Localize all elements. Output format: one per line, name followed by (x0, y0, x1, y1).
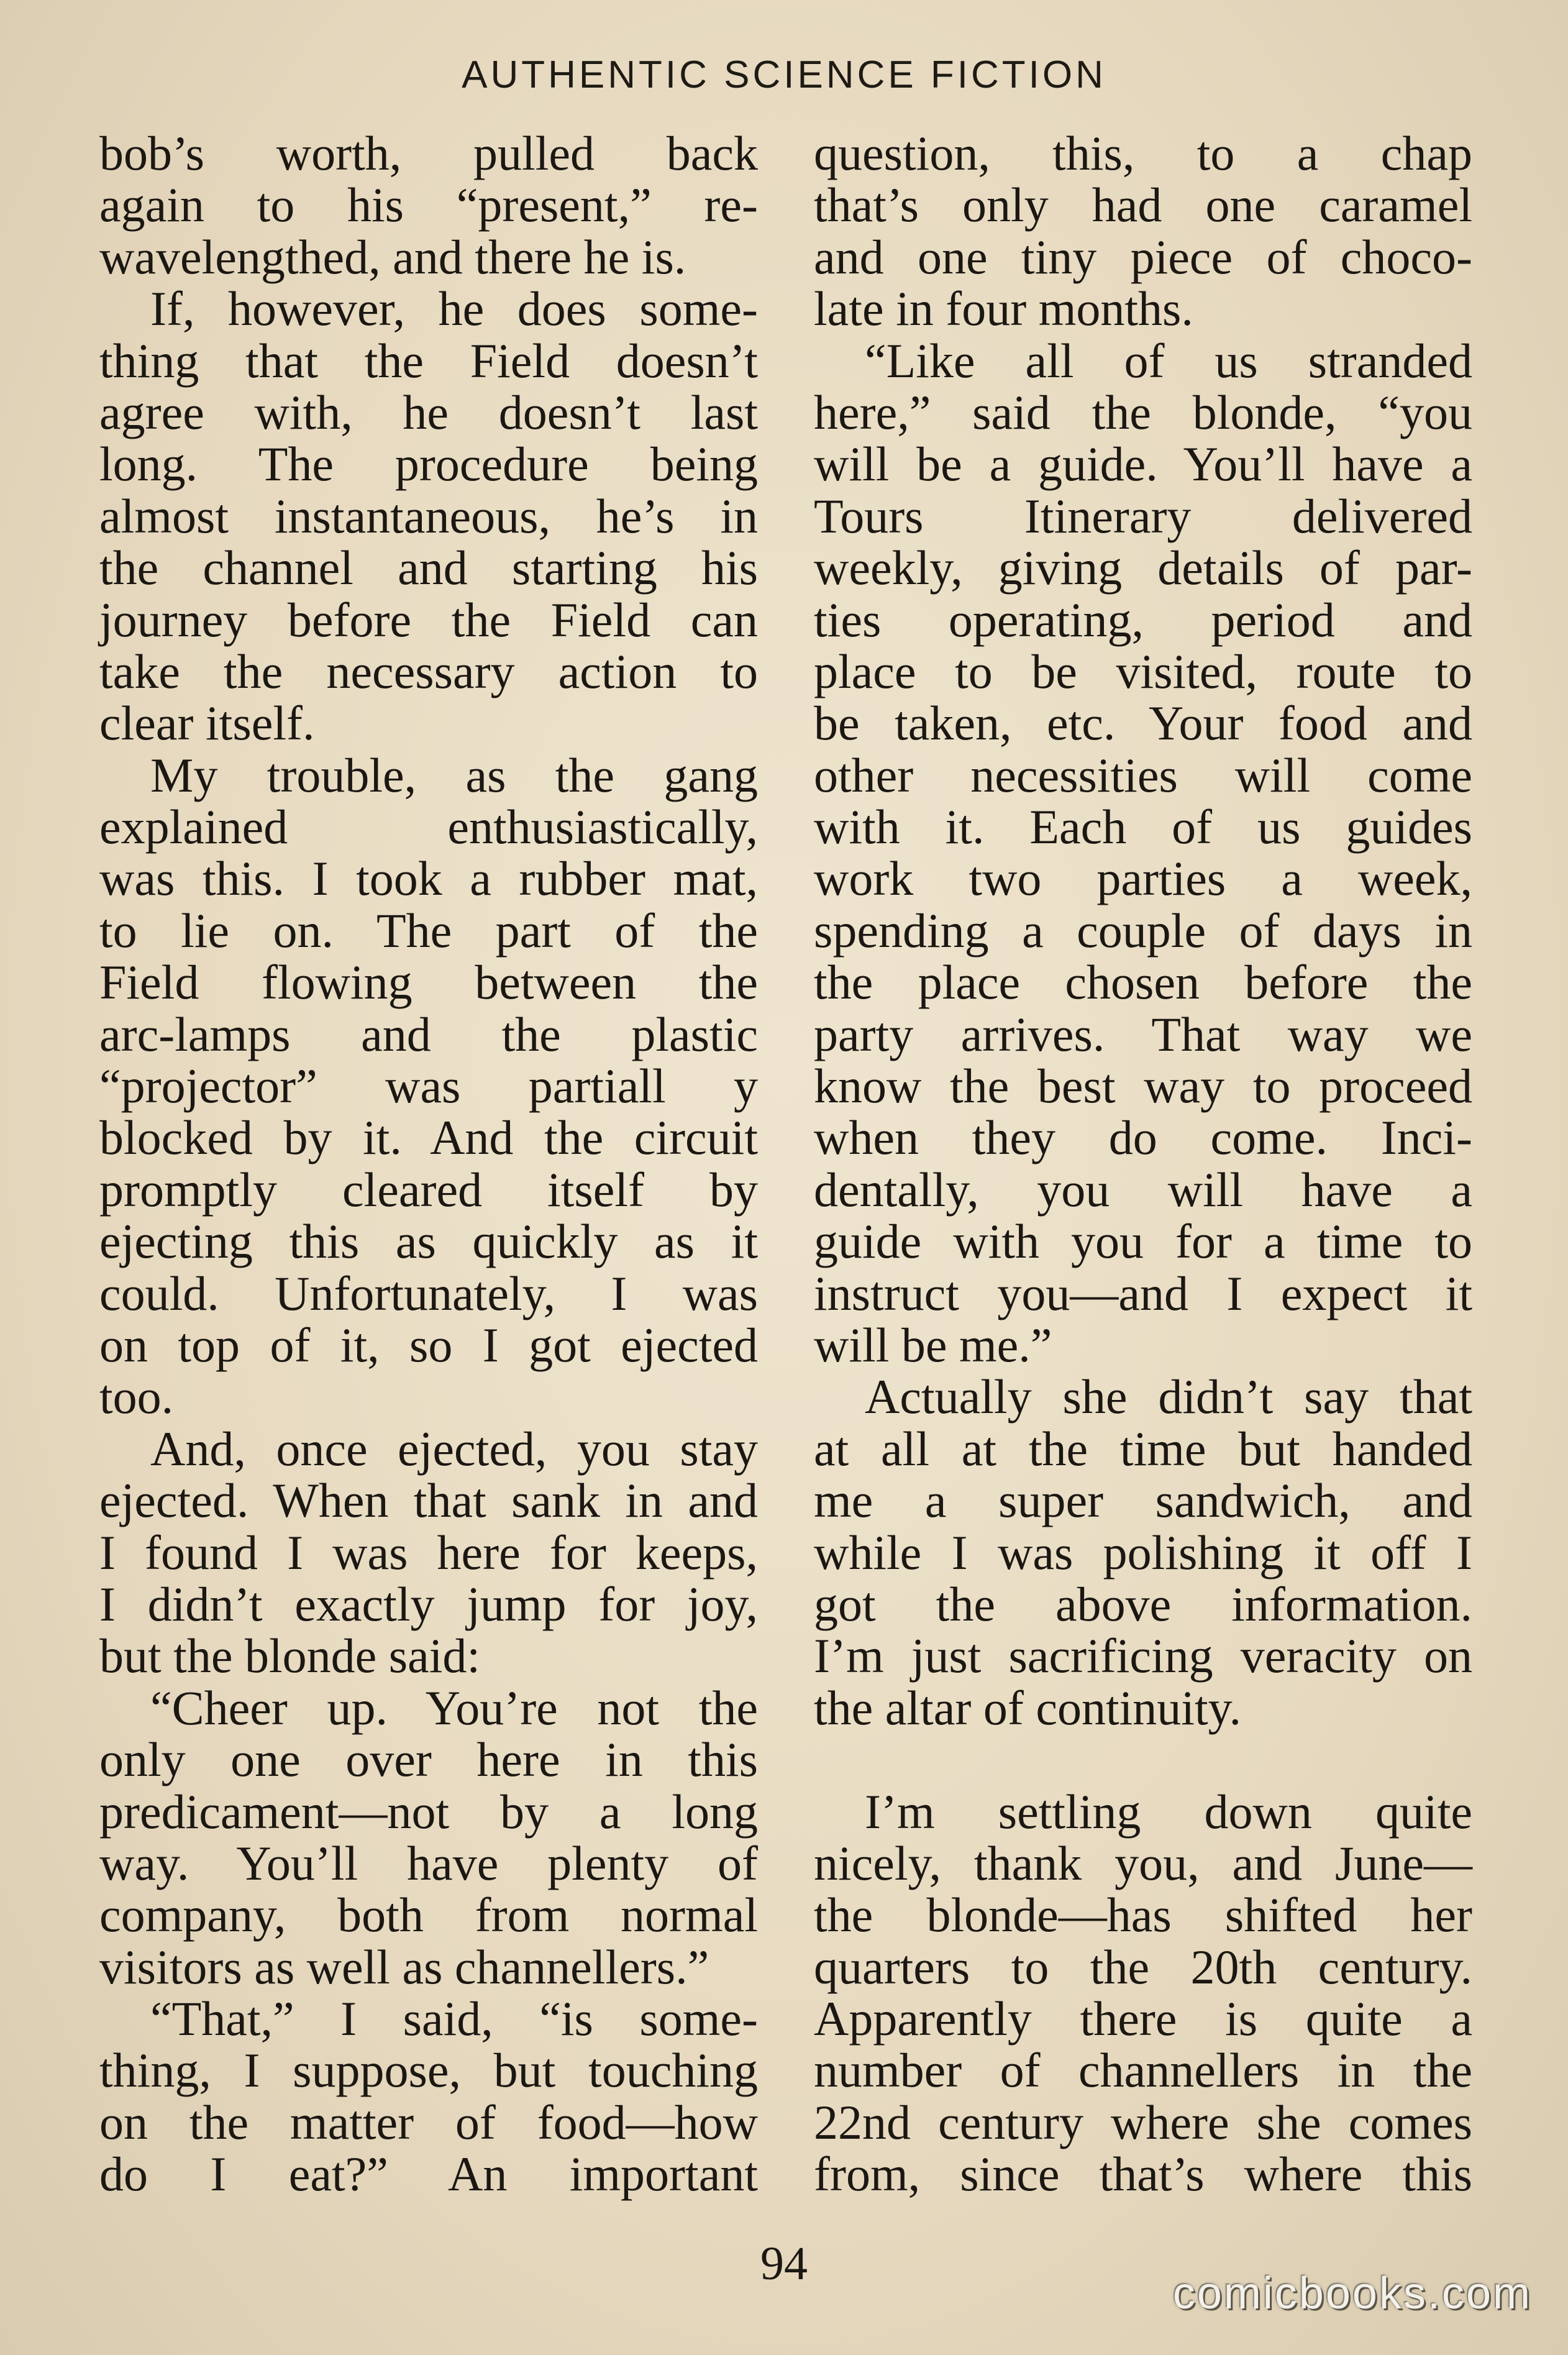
text-line: arc-lamps and the plastic (99, 1007, 758, 1061)
text-line: thing, I suppose, but touching (99, 2043, 758, 2098)
text-line: clear itself. (99, 696, 315, 751)
text-line: ties operating, period and (814, 592, 1472, 647)
text-line: work two parties a week, (814, 851, 1472, 906)
text-line: was this. I took a rubber mat, (99, 851, 758, 906)
right-column (814, 127, 1472, 2200)
text-line: at all at the time but handed (814, 1421, 1472, 1476)
text-line: dentally, you will have a (814, 1162, 1472, 1217)
text-line: while I was polishing it off I (814, 1525, 1472, 1580)
text-line: that’s only had one caramel (814, 178, 1472, 232)
text-line: “projector” was partiall y (99, 1059, 758, 1113)
text-line: wavelengthed, and there he is. (99, 229, 686, 284)
text-line: again to his “present,” re- (99, 178, 758, 232)
text-line: me a super sandwich, and (814, 1473, 1472, 1528)
text-line: My trouble, as the gang (150, 748, 758, 802)
text-line: nicely, thank you, and June— (814, 1836, 1472, 1890)
text-line: long. The procedure being (99, 437, 758, 492)
left-column (99, 127, 758, 2200)
text-line: when they do come. Inci- (814, 1110, 1472, 1165)
text-line: take the necessary action to (99, 644, 758, 698)
text-line: from, since that’s where this (814, 2147, 1472, 2202)
text-line: place to be visited, route to (814, 644, 1472, 698)
text-line: weekly, giving details of par- (814, 541, 1472, 595)
text-line: “Like all of us stranded (865, 333, 1472, 388)
text-line: here,” said the blonde, “you (814, 385, 1472, 439)
text-line: I’m settling down quite (865, 1784, 1472, 1839)
text-line: bob’s worth, pulled back (99, 126, 758, 180)
text-line: know the best way to proceed (814, 1059, 1472, 1113)
text-line: Actually she didn’t say that (865, 1370, 1472, 1424)
text-line: quarters to the 20th century. (814, 1939, 1472, 1994)
text-line: instruct you—and I expect it (814, 1266, 1472, 1320)
text-line: party arrives. That way we (814, 1007, 1472, 1061)
text-line: the blonde—has shifted her (814, 1888, 1472, 1942)
text-line: “That,” I said, “is some- (150, 1991, 758, 2046)
text-line: way. You’ll have plenty of (99, 1836, 758, 1890)
text-line: will be me.” (814, 1317, 1052, 1372)
text-line: predicament—not by a long (99, 1784, 758, 1839)
text-line: the altar of continuity. (814, 1680, 1242, 1735)
text-line: “Cheer up. You’re not the (150, 1680, 758, 1735)
site-watermark: comicbooks.com (1172, 2269, 1532, 2318)
text-line: Field flowing between the (99, 955, 758, 1010)
text-line: guide with you for a time to (814, 1214, 1472, 1269)
text-line: but the blonde said: (99, 1629, 481, 1683)
text-line: agree with, he doesn’t last (99, 385, 758, 439)
page-number: 94 (760, 2238, 808, 2290)
text-line: I found I was here for keeps, (99, 1525, 758, 1580)
text-line: visitors as well as channellers.” (99, 1939, 709, 1994)
text-line: Apparently there is quite a (814, 1991, 1472, 2046)
text-line: 22nd century where she comes (814, 2095, 1472, 2149)
text-line: spending a couple of days in (814, 903, 1472, 958)
text-line: And, once ejected, you stay (150, 1421, 758, 1476)
text-line: I’m just sacrificing veracity on (814, 1629, 1472, 1683)
text-line: blocked by it. And the circuit (99, 1110, 758, 1165)
text-line: promptly cleared itself by (99, 1162, 758, 1217)
text-line: only one over here in this (99, 1732, 758, 1787)
text-line: do I eat?” An important (99, 2147, 758, 2202)
text-line: got the above information. (814, 1576, 1472, 1631)
text-line: the place chosen before the (814, 955, 1472, 1010)
text-line: and one tiny piece of choco- (814, 229, 1472, 284)
text-line: too. (99, 1370, 174, 1424)
text-line: the channel and starting his (99, 541, 758, 595)
text-line: could. Unfortunately, I was (99, 1266, 758, 1320)
text-line: on top of it, so I got ejected (99, 1317, 758, 1372)
text-line: journey before the Field can (99, 592, 758, 647)
text-line: late in four months. (814, 281, 1193, 336)
text-line: ejecting this as quickly as it (99, 1214, 758, 1269)
text-line: explained enthusiastically, (99, 800, 758, 854)
text-line: If, however, he does some- (150, 281, 758, 336)
section-break (814, 1734, 1472, 1785)
text-line: question, this, to a chap (814, 126, 1472, 180)
text-line: company, both from normal (99, 1888, 758, 1942)
text-line: Tours Itinerary delivered (814, 488, 1472, 543)
text-line: to lie on. The part of the (99, 903, 758, 958)
text-line: number of channellers in the (814, 2043, 1472, 2098)
text-line: ejected. When that sank in and (99, 1473, 758, 1528)
text-line: almost instantaneous, he’s in (99, 488, 758, 543)
text-line: on the matter of food—how (99, 2095, 758, 2149)
text-line: I didn’t exactly jump for joy, (99, 1576, 758, 1631)
text-line: will be a guide. You’ll have a (814, 437, 1472, 492)
text-line: thing that the Field doesn’t (99, 333, 758, 388)
running-header: AUTHENTIC SCIENCE FICTION (462, 53, 1106, 96)
text-line: other necessities will come (814, 748, 1472, 802)
text-line: with it. Each of us guides (814, 800, 1472, 854)
text-line: be taken, etc. Your food and (814, 696, 1472, 751)
